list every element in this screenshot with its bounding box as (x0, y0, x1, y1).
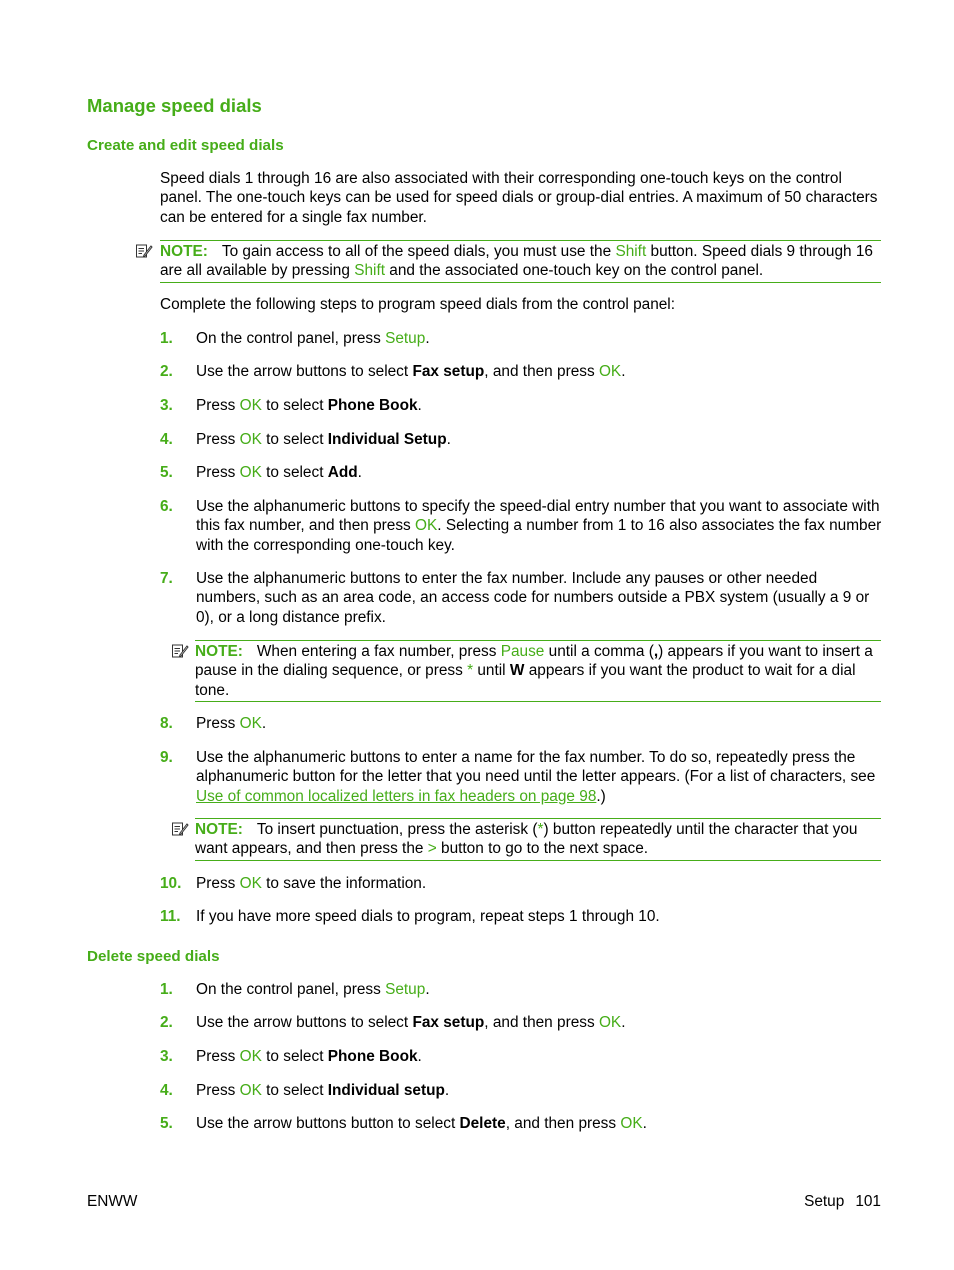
step-text: . Selecting a number from 1 to 16 also associates the fax number with the corresponding one-touch key. (196, 517, 882, 554)
step-text: Use the arrow buttons to select (196, 363, 413, 380)
step-text: Press (196, 875, 240, 892)
list-item (160, 329, 884, 348)
note-text: ) appears if you want to insert a pause in the dialing sequence, or press (195, 643, 873, 680)
step-number: 2. (160, 1014, 173, 1031)
step-text: Press (196, 1082, 240, 1099)
step-text: . (446, 431, 451, 448)
menu-delete: Delete (459, 1115, 506, 1132)
note-label: NOTE: (195, 821, 243, 838)
note-text: appears if you want the product to wait for a dial tone. (195, 662, 856, 699)
footer-right (804, 1193, 881, 1211)
step-number: 1. (160, 330, 173, 347)
key-ok: OK (239, 1082, 262, 1099)
key-setup: Setup (385, 330, 426, 347)
step-text: On the control panel, press (196, 981, 386, 998)
step-text: to select (261, 431, 328, 448)
step-text: . (417, 1048, 422, 1065)
list-item (160, 1013, 884, 1032)
step-text: to select (261, 464, 328, 481)
key-pause: Pause (500, 643, 545, 660)
list-item (160, 497, 884, 555)
key-ok: OK (239, 397, 262, 414)
step-text: Press (196, 1048, 240, 1065)
step-text: If you have more speed dials to program, repeat steps 1 through 10. (196, 908, 660, 925)
menu-fax-setup: Fax setup (412, 1014, 485, 1031)
note-icon (171, 642, 189, 660)
step-number: 4. (160, 1082, 173, 1099)
step-text: . (621, 363, 626, 380)
step-text: Use the arrow buttons to select (196, 1014, 413, 1031)
note-text: until a comma ( (544, 643, 654, 660)
step-text: Press (196, 431, 240, 448)
step-text: . (642, 1115, 647, 1132)
step-text: , and then press (484, 1014, 599, 1031)
step-number: 9. (160, 749, 173, 766)
step-text: , and then press (484, 363, 599, 380)
key-asterisk: * (467, 662, 474, 680)
note-text: When entering a fax number, press (256, 643, 501, 660)
step-number: 2. (160, 363, 173, 380)
step-number: 6. (160, 498, 173, 515)
step-text: . (425, 330, 430, 347)
step-text: , and then press (505, 1115, 621, 1132)
step-text: . (621, 1014, 626, 1031)
key-ok: OK (598, 1014, 622, 1031)
key-ok: OK (239, 875, 262, 892)
key-ok: OK (620, 1115, 643, 1132)
list-item (160, 980, 884, 999)
footer-page-number: 101 (855, 1193, 881, 1210)
step-text: Use the alphanumeric buttons to enter a name for the fax number. To do so, repeatedly press the alphanumeric button for the letter that you need until the letter appears. (For a list of characters, see (196, 749, 876, 786)
step-text: Use the arrow buttons button to select (196, 1115, 460, 1132)
key-ok: OK (239, 1048, 262, 1065)
step-text: . (417, 397, 422, 414)
step-number: 5. (160, 1115, 173, 1132)
menu-add: Add (327, 464, 358, 481)
step-text: to select (261, 1048, 328, 1065)
list-item (160, 714, 884, 733)
comma-character: , (653, 643, 659, 660)
key-ok: OK (239, 464, 262, 481)
step-text: .) (596, 787, 606, 805)
list-item (160, 1047, 884, 1066)
step-number: 5. (160, 464, 173, 481)
step-text: Use the alphanumeric buttons to specify the speed-dial entry number that you want to associate with this fax number, and then press (196, 498, 880, 535)
menu-individual-setup: Individual setup (327, 1082, 445, 1099)
menu-fax-setup: Fax setup (412, 363, 485, 380)
key-ok: OK (415, 517, 438, 535)
key-shift: Shift (615, 243, 647, 260)
lead-paragraph: Complete the following steps to program speed dials from the control panel: (160, 296, 676, 313)
note-pause-comma (195, 640, 881, 702)
section-heading-delete: Delete speed dials (87, 948, 220, 965)
cross-reference-link[interactable]: Use of common localized letters in fax headers on page 98 (196, 787, 597, 805)
w-character: W (509, 662, 525, 680)
note-text: To insert punctuation, press the asterisk ( (256, 821, 538, 838)
step-number: 1. (160, 981, 173, 998)
list-item (160, 907, 884, 926)
step-text: Press (196, 397, 240, 414)
key-asterisk: * (537, 821, 544, 838)
step-text: On the control panel, press (196, 330, 386, 347)
step-text: Use the alphanumeric buttons to enter the fax number. Include any pauses or other needed numbers, such as an area code, an access code for numbers outside a PBX system (usually a 9 or 0), or a long distance prefix. (196, 570, 870, 626)
footer-left-label: ENWW (87, 1193, 138, 1210)
step-text: . (425, 981, 430, 998)
step-text: to select (261, 1082, 328, 1099)
section-heading-create: Create and edit speed dials (87, 137, 284, 154)
list-item (160, 362, 884, 381)
key-ok: OK (239, 715, 262, 732)
key-next: > (427, 840, 437, 858)
step-number: 4. (160, 431, 173, 448)
footer-section-name: Setup (804, 1193, 845, 1210)
note-label: NOTE: (195, 643, 243, 660)
page-heading: Manage speed dials (87, 95, 262, 116)
note-text: button to go to the next space. (436, 840, 649, 858)
step-text: Press (196, 464, 240, 481)
menu-phone-book: Phone Book (327, 1048, 418, 1065)
key-ok: OK (598, 363, 622, 380)
note-shift-access (160, 240, 881, 283)
note-label: NOTE: (160, 243, 208, 260)
list-item (160, 1081, 884, 1100)
note-text: To gain access to all of the speed dials, you must use the (221, 243, 616, 260)
step-text: . (444, 1082, 450, 1099)
step-number: 7. (160, 570, 173, 587)
note-text: button. Speed dials 9 through 16 are all available by pressing (160, 243, 873, 280)
step-text: . (357, 464, 362, 481)
list-item (160, 430, 884, 449)
list-item (160, 874, 884, 893)
list-item (160, 569, 884, 627)
step-number: 10. (160, 875, 182, 892)
menu-phone-book: Phone Book (327, 397, 418, 414)
step-number: 3. (160, 397, 173, 414)
intro-paragraph: Speed dials 1 through 16 are also associated with their corresponding one-touch keys on the control panel. The one-touch keys can be used for speed dials or group-dial entries. A maximum of 50 characters can be entered for a single fax number. (160, 170, 878, 226)
note-text: until (473, 662, 510, 680)
step-text: to save the information. (261, 875, 427, 892)
note-text: and the associated one-touch key on the control panel. (385, 262, 764, 280)
menu-individual-setup: Individual Setup (327, 431, 447, 448)
step-number: 8. (160, 715, 173, 732)
step-number: 11. (160, 908, 181, 925)
key-ok: OK (239, 431, 262, 448)
note-text: ) button repeatedly until the character that you want appears, and then press the (195, 821, 858, 858)
note-punctuation (195, 818, 881, 861)
list-item (160, 396, 884, 415)
step-text: Press (196, 715, 240, 732)
step-text: to select (261, 397, 328, 414)
step-text: . (261, 715, 267, 732)
list-item (160, 463, 884, 482)
step-number: 3. (160, 1048, 173, 1065)
key-setup: Setup (385, 981, 426, 998)
key-shift: Shift (354, 262, 385, 280)
note-icon (171, 820, 189, 838)
list-item (160, 1114, 884, 1133)
note-icon (135, 242, 153, 260)
list-item (160, 748, 884, 806)
